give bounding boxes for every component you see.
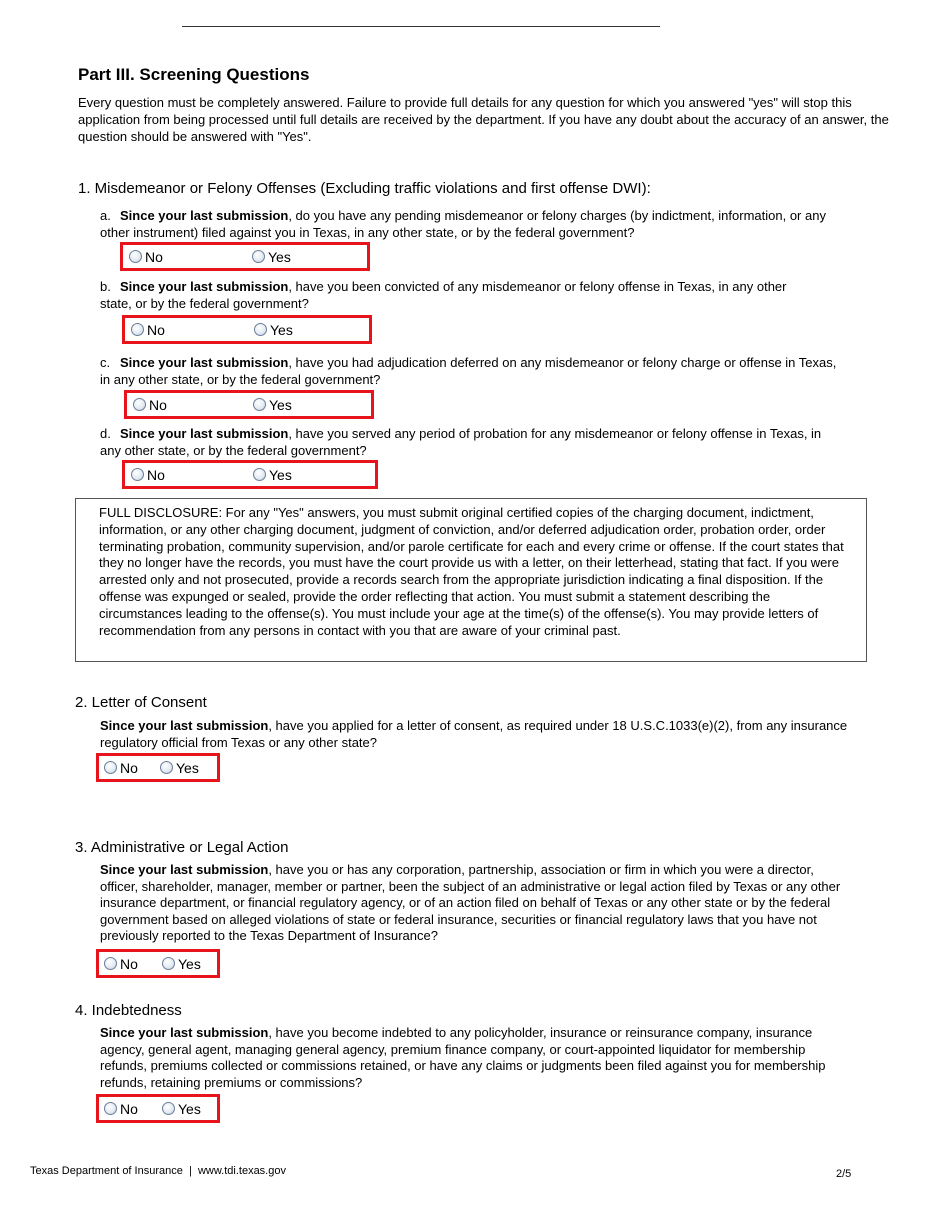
question-letter: d. (100, 426, 111, 441)
question-3-answer-box (96, 949, 220, 978)
no-option[interactable]: No (104, 956, 162, 972)
radio-button-icon[interactable] (131, 323, 144, 336)
no-option[interactable]: No (131, 322, 254, 338)
question-1c-answer-box (124, 390, 374, 419)
question-1b (100, 279, 820, 312)
yes-option[interactable]: Yes (160, 760, 199, 776)
top-rule (182, 26, 660, 27)
no-option[interactable]: No (104, 760, 160, 776)
full-disclosure-box: FULL DISCLOSURE: For any "Yes" answers, you must submit original certified copies of the charging document, indictment, information, or any other charging document, judgment of conviction, and/or deferred adjudication order, probation order, order terminating probation, community supervision, and/or parole certificate for each and every crime or offense. If the court states that they no longer have the records, you must have the court provide us with a letter, on their letterhead, stating that fact. If you were arrested only and not prosecuted, provide a records search from the appropriate jurisdiction indicating a final disposition. If the offense was expunged or sealed, provide the order reflecting that action. You must submit a statement describing the circumstances leading to the offense(s). You must include your age at the time(s) of the offense(s). You may provide letters of recommendation from any persons in contact with you that are aware of your criminal past. (75, 498, 867, 662)
question-2-title: 2. Letter of Consent (75, 694, 207, 711)
question-lead: Since your last submission (100, 862, 269, 877)
question-text: , have you had adjudication deferred on any misdemeanor or felony charge or offense in Texas, in any other state, or by the federal government? (100, 355, 837, 387)
yes-option[interactable]: Yes (252, 249, 291, 265)
question-4-answer-box (96, 1094, 220, 1123)
radio-button-icon[interactable] (129, 250, 142, 263)
question-1b-answer-box (122, 315, 372, 344)
no-option[interactable]: No (131, 467, 253, 483)
question-letter: a. (100, 208, 111, 223)
question-text: , have you applied for a letter of consent, as required under 18 U.S.C.1033(e)(2), from any insurance regulatory official from Texas or any other state? (100, 718, 848, 750)
question-2 (100, 718, 850, 751)
radio-button-icon[interactable] (104, 1102, 117, 1115)
question-letter: c. (100, 355, 111, 370)
question-lead: Since your last submission (120, 426, 289, 441)
radio-button-icon[interactable] (133, 398, 146, 411)
yes-option[interactable]: Yes (254, 322, 293, 338)
radio-button-icon[interactable] (160, 761, 173, 774)
question-1a (100, 208, 845, 241)
question-text: , do you have any pending misdemeanor or felony charges (by indictment, information, or any other instrument) filed against you in Texas, in any other state, or by the federal government? (100, 208, 826, 240)
radio-button-icon[interactable] (254, 323, 267, 336)
question-letter: b. (100, 279, 111, 294)
radio-button-icon[interactable] (104, 761, 117, 774)
radio-button-icon[interactable] (253, 468, 266, 481)
radio-button-icon[interactable] (252, 250, 265, 263)
question-text: , have you been convicted of any misdemeanor or felony offense in Texas, in any other state, or by the federal government? (100, 279, 787, 311)
radio-button-icon[interactable] (162, 1102, 175, 1115)
radio-button-icon[interactable] (104, 957, 117, 970)
yes-option[interactable]: Yes (162, 1101, 201, 1117)
footer-agency: Texas Department of Insurance | www.tdi.texas.gov (30, 1165, 286, 1177)
question-1a-answer-box (120, 242, 370, 271)
question-lead: Since your last submission (120, 279, 289, 294)
question-lead: Since your last submission (100, 718, 269, 733)
yes-option[interactable]: Yes (253, 467, 292, 483)
question-1d-answer-box (122, 460, 378, 489)
yes-option[interactable]: Yes (162, 956, 201, 972)
radio-button-icon[interactable] (131, 468, 144, 481)
question-1c (100, 355, 845, 388)
question-1d (100, 426, 835, 459)
question-lead: Since your last submission (120, 355, 289, 370)
no-option[interactable]: No (133, 397, 253, 413)
question-1-title: 1. Misdemeanor or Felony Offenses (Excluding traffic violations and first offense DWI): (78, 180, 651, 197)
question-3 (100, 862, 845, 945)
section-title: Part III. Screening Questions (78, 65, 310, 84)
question-3-title: 3. Administrative or Legal Action (75, 839, 289, 856)
no-option[interactable]: No (104, 1101, 162, 1117)
question-text: , have you served any period of probation for any misdemeanor or felony offense in Texas, in any other state, or by the federal government? (100, 426, 822, 458)
yes-option[interactable]: Yes (253, 397, 292, 413)
intro-paragraph: Every question must be completely answered. Failure to provide full details for any question for which you answered "yes" will stop this application from being processed until full details are received by the department. If you have any doubt about the accuracy of an answer, the question should be answered with "Yes". (78, 95, 889, 144)
page-number: 2/5 (836, 1168, 852, 1180)
radio-button-icon[interactable] (253, 398, 266, 411)
question-text: , have you become indebted to any policyholder, insurance or reinsurance company, insurance agency, general agent, managing general agency, premium finance company, or court-appointed liquidator for membership refunds, premiums collected or commissions retained, or have any claims or judgments been filed against you for membership refunds, retaining premiums or commissions? (100, 1025, 826, 1090)
question-2-answer-box (96, 753, 220, 782)
no-option[interactable]: No (129, 249, 252, 265)
question-lead: Since your last submission (100, 1025, 269, 1040)
question-4 (100, 1025, 830, 1091)
question-lead: Since your last submission (120, 208, 289, 223)
question-text: , have you or has any corporation, partnership, association or firm in which you were a director, officer, shareholder, manager, member or partner, been the subject of an administrative or legal action filed by Texas or any other insurance department, or financial regulatory agency, or of an action filed on behalf of Texas or any other state or by the federal government based on alleged violations of state or federal insurance, securities or financial regulatory laws that you have not previously reported to the Texas Department of Insurance? (100, 862, 841, 943)
question-4-title: 4. Indebtedness (75, 1002, 182, 1019)
radio-button-icon[interactable] (162, 957, 175, 970)
